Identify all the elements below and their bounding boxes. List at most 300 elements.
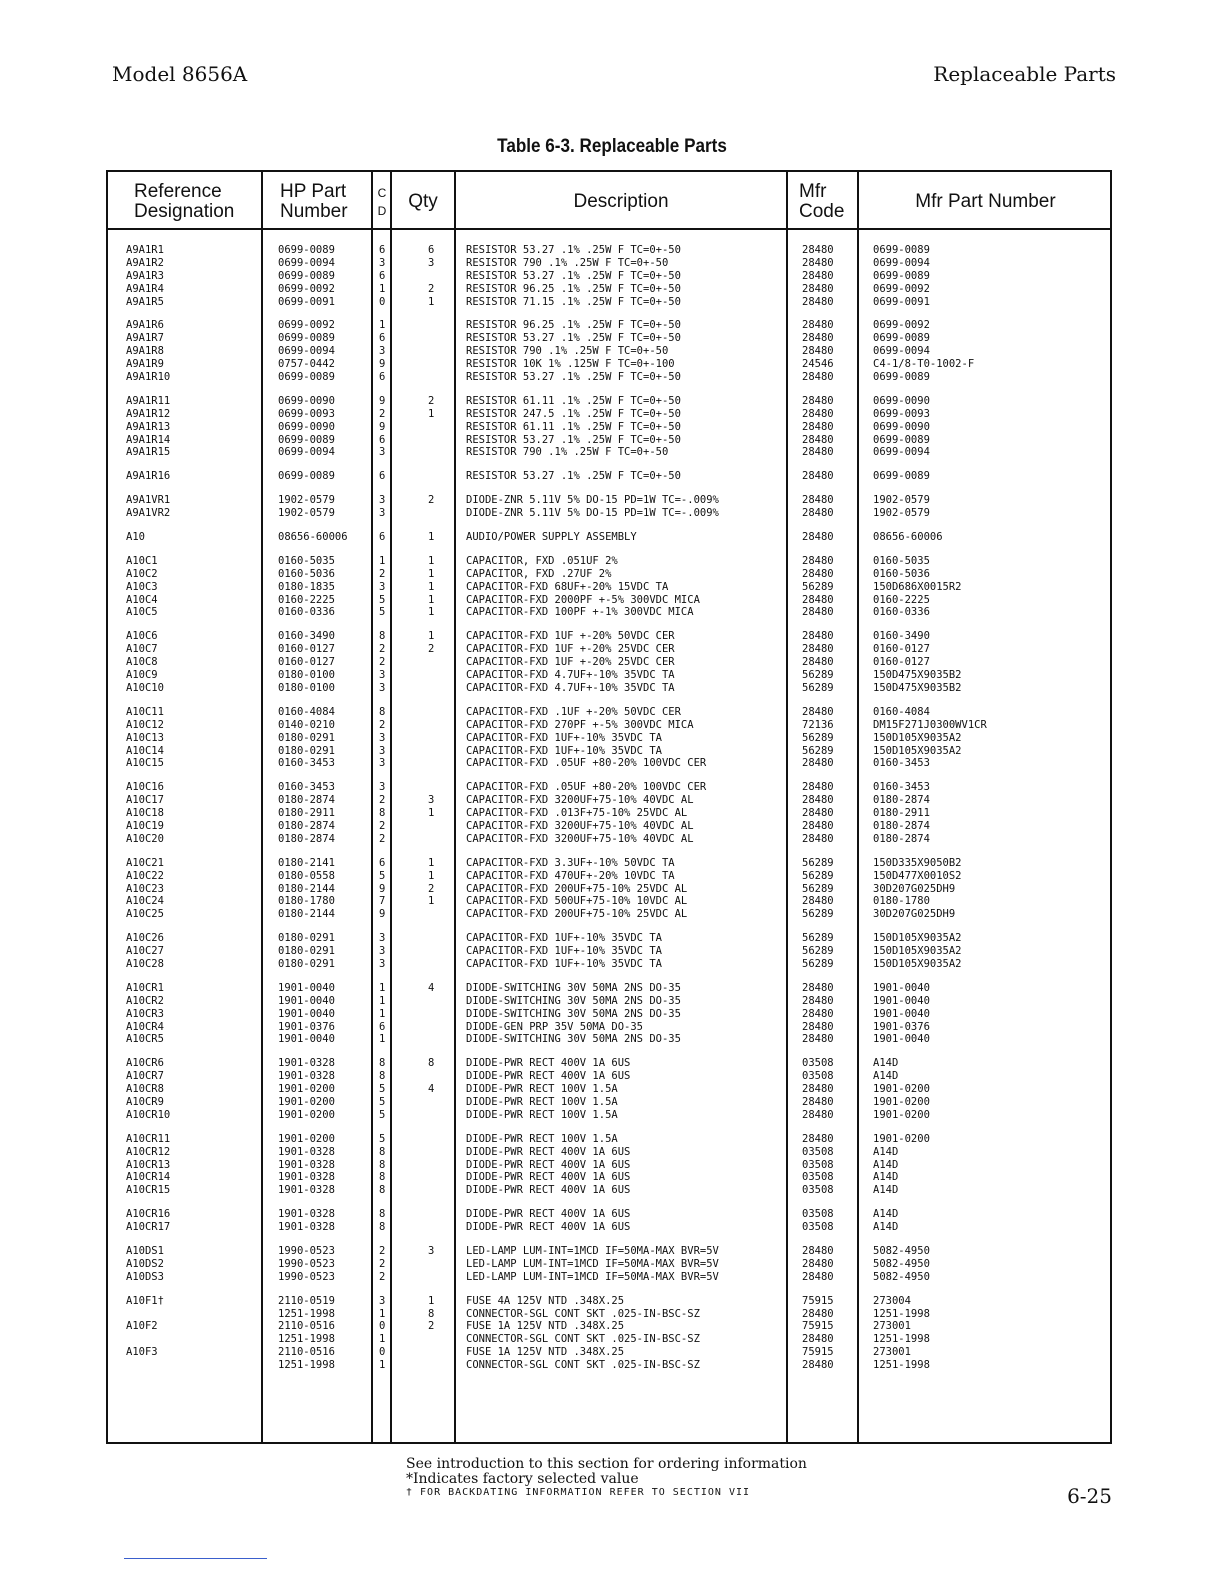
cell-ref-designation: A10C26 (126, 932, 164, 945)
cell-description: CAPACITOR-FXD 1UF +-20% 25VDC CER (466, 643, 675, 656)
cell-hp-part-number: 0160-3490 (278, 630, 335, 643)
col-header-mfr-code (799, 178, 844, 226)
cell-cd: 3 (379, 580, 386, 593)
cell-hp-part-number: 0699-0093 (278, 407, 335, 420)
cell-mfr-part-number: 0180-2874 (873, 794, 930, 807)
cell-ref-designation: A10CR5 (126, 1033, 164, 1046)
cell-description: CAPACITOR-FXD 270PF +-5% 300VDC MICA (466, 718, 694, 731)
cell-mfr-code: 28480 (802, 832, 834, 845)
table-row (108, 945, 1110, 958)
cell-ref-designation: A9A1R11 (126, 394, 171, 407)
cell-cd: 3 (379, 757, 386, 770)
table-row (108, 594, 1110, 607)
table-row (108, 857, 1110, 870)
cell-cd: 6 (379, 856, 386, 869)
cell-mfr-code: 28480 (802, 256, 834, 269)
cell-mfr-part-number: 5082-4950 (873, 1245, 930, 1257)
cell-mfr-code: 28480 (802, 295, 834, 308)
table-row (108, 1008, 1110, 1021)
cell-ref-designation: A10CR15 (126, 1184, 171, 1197)
cell-cd: 2 (379, 718, 386, 731)
table-row (108, 434, 1110, 447)
cell-cd: 1 (379, 994, 386, 1007)
cell-hp-part-number: 0180-2141 (278, 856, 335, 869)
cell-mfr-code: 28480 (802, 705, 834, 718)
cell-mfr-part-number: 273001 (873, 1320, 911, 1333)
cell-mfr-code: 28480 (802, 794, 834, 807)
cell-cd: 6 (379, 470, 386, 483)
cell-ref-designation: A10 (126, 531, 145, 544)
cell-mfr-part-number: 0699-0089 (873, 433, 930, 446)
cell-description: DIODE-ZNR 5.11V 5% DO-15 PD=1W TC=-.009% (466, 494, 719, 507)
cell-description: CAPACITOR-FXD .013F+75-10% 25VDC AL (466, 807, 688, 820)
cell-cd: 5 (379, 606, 386, 619)
cell-cd: 3 (379, 446, 386, 459)
cell-hp-part-number: 0180-2874 (278, 819, 335, 832)
cell-cd: 3 (379, 744, 386, 757)
cell-cd: 3 (379, 494, 386, 507)
cell-mfr-part-number: 0699-0092 (873, 319, 930, 332)
cell-mfr-code: 28480 (802, 807, 834, 820)
footer-backdating-note: † FOR BACKDATING INFORMATION REFER TO SECTION VII (406, 1487, 751, 1498)
cell-mfr-code: 28480 (802, 407, 834, 420)
cell-description: CAPACITOR-FXD 1UF +-20% 50VDC CER (466, 630, 675, 643)
table-row (108, 358, 1110, 371)
cell-mfr-code: 28480 (802, 994, 834, 1007)
cell-cd: 1 (379, 1359, 386, 1372)
cell-cd: 6 (379, 531, 386, 544)
cell-ref-designation: A9A1VR1 (126, 494, 171, 507)
cell-cd: 1 (379, 282, 386, 295)
cell-hp-part-number: 1251-1998 (278, 1307, 335, 1320)
cell-qty: 8 (428, 1057, 435, 1070)
table-row (108, 682, 1110, 695)
cell-cd: 2 (379, 656, 386, 669)
table-row (108, 319, 1110, 332)
cell-ref-designation: A10CR11 (126, 1132, 171, 1145)
table-row (108, 1346, 1110, 1359)
table-row (108, 332, 1110, 345)
cell-ref-designation: A9A1R15 (126, 446, 171, 459)
table-row (108, 470, 1110, 483)
cell-cd: 8 (379, 705, 386, 718)
cell-mfr-code: 28480 (802, 1245, 834, 1257)
cell-hp-part-number: 1901-0328 (278, 1208, 335, 1221)
cell-hp-part-number: 0699-0092 (278, 282, 335, 295)
cell-qty: 4 (428, 981, 435, 994)
cell-description: CAPACITOR-FXD 200UF+75-10% 25VDC AL (466, 908, 688, 921)
cell-qty: 1 (428, 895, 435, 908)
cell-cd: 1 (379, 1033, 386, 1046)
cell-description: RESISTOR 53.27 .1% .25W F TC=0+-50 (466, 332, 681, 345)
table-title: Table 6-3. Replaceable Parts (497, 136, 727, 157)
cell-description: RESISTOR 790 .1% .25W F TC=0+-50 (466, 345, 669, 358)
cell-mfr-code: 28480 (802, 1033, 834, 1046)
cell-mfr-code: 28480 (802, 507, 834, 520)
cell-ref-designation: A10F2 (126, 1320, 158, 1333)
cell-description: DIODE-GEN PRP 35V 50MA DO-35 (466, 1020, 644, 1033)
cell-mfr-code: 28480 (802, 1307, 834, 1320)
cell-cd: 6 (379, 1020, 386, 1033)
cell-ref-designation: A10CR17 (126, 1221, 171, 1234)
table-row (108, 1109, 1110, 1122)
table-row (108, 1258, 1110, 1271)
cell-hp-part-number: 0160-0336 (278, 606, 335, 619)
cell-mfr-part-number: 0160-0127 (873, 656, 930, 669)
cell-mfr-code: 75915 (802, 1320, 834, 1333)
cell-description: LED-LAMP LUM-INT=1MCD IF=50MA-MAX BVR=5V (466, 1270, 719, 1283)
cell-cd: 3 (379, 781, 386, 794)
cell-cd: 0 (379, 1320, 386, 1333)
cell-mfr-code: 56289 (802, 731, 834, 744)
cell-mfr-part-number: 1902-0579 (873, 507, 930, 520)
table-row (108, 732, 1110, 745)
cell-description: CAPACITOR-FXD 1UF +-20% 25VDC CER (466, 656, 675, 669)
cell-cd: 1 (379, 1307, 386, 1320)
table-row (108, 1271, 1110, 1284)
table-row (108, 1308, 1110, 1321)
cell-description: RESISTOR 53.27 .1% .25W F TC=0+-50 (466, 470, 681, 483)
cell-mfr-part-number: 0699-0089 (873, 269, 930, 282)
cell-qty: 2 (428, 643, 435, 656)
cell-description: RESISTOR 53.27 .1% .25W F TC=0+-50 (466, 433, 681, 446)
cell-mfr-code: 03508 (802, 1171, 834, 1184)
cell-mfr-part-number: 0160-0127 (873, 643, 930, 656)
cell-cd: 8 (379, 1070, 386, 1083)
cell-hp-part-number: 1990-0523 (278, 1245, 335, 1257)
cell-mfr-code: 28480 (802, 394, 834, 407)
cell-ref-designation: A10F1† (126, 1294, 164, 1307)
cell-cd: 8 (379, 807, 386, 820)
cell-ref-designation: A10C7 (126, 643, 158, 656)
cell-description: CONNECTOR-SGL CONT SKT .025-IN-BSC-SZ (466, 1307, 700, 1320)
table-row (108, 1033, 1110, 1046)
cell-description: CAPACITOR-FXD 3.3UF+-10% 50VDC TA (466, 856, 675, 869)
table-row (108, 283, 1110, 296)
cell-mfr-part-number: 150D477X0010S2 (873, 869, 962, 882)
cell-ref-designation: A10C15 (126, 757, 164, 770)
cell-cd: 3 (379, 256, 386, 269)
cell-mfr-part-number: 150D105X9035A2 (873, 945, 962, 958)
cell-mfr-part-number: 0160-3490 (873, 630, 930, 643)
cell-mfr-part-number: 0160-5035 (873, 554, 930, 567)
col-header-mpn-label: Mfr Part Number (915, 191, 1056, 212)
cell-mfr-part-number: 08656-60006 (873, 531, 943, 544)
cell-ref-designation: A10C19 (126, 819, 164, 832)
table-row (108, 494, 1110, 507)
cell-ref-designation: A10C18 (126, 807, 164, 820)
table-row (108, 1184, 1110, 1197)
cell-mfr-part-number: 1901-0040 (873, 981, 930, 994)
cell-hp-part-number: 1990-0523 (278, 1270, 335, 1283)
cell-mfr-part-number: 150D105X9035A2 (873, 731, 962, 744)
cell-ref-designation: A10C12 (126, 718, 164, 731)
cell-cd: 3 (379, 957, 386, 970)
cell-cd: 2 (379, 407, 386, 420)
cell-ref-designation: A9A1R10 (126, 371, 171, 384)
cell-cd: 1 (379, 981, 386, 994)
cell-description: CAPACITOR-FXD 3200UF+75-10% 40VDC AL (466, 819, 694, 832)
cell-mfr-part-number: 0699-0089 (873, 371, 930, 384)
cell-hp-part-number: 0180-2874 (278, 832, 335, 845)
cell-mfr-code: 56289 (802, 869, 834, 882)
table-row (108, 630, 1110, 643)
cell-hp-part-number: 1901-0200 (278, 1095, 335, 1108)
cell-mfr-code: 28480 (802, 1333, 834, 1346)
cell-description: DIODE-SWITCHING 30V 50MA 2NS DO-35 (466, 981, 681, 994)
cell-qty: 3 (428, 256, 435, 269)
cell-cd: 3 (379, 507, 386, 520)
cell-description: CAPACITOR-FXD 3200UF+75-10% 40VDC AL (466, 832, 694, 845)
cell-mfr-code: 56289 (802, 957, 834, 970)
cell-ref-designation: A10CR10 (126, 1108, 171, 1121)
table-row (108, 581, 1110, 594)
cell-ref-designation: A10C2 (126, 567, 158, 580)
cell-mfr-part-number: 1901-0040 (873, 1007, 930, 1020)
cell-hp-part-number: 1251-1998 (278, 1333, 335, 1346)
cell-description: RESISTOR 790 .1% .25W F TC=0+-50 (466, 446, 669, 459)
cell-description: CAPACITOR-FXD .1UF +-20% 50VDC CER (466, 705, 681, 718)
table-row (108, 1021, 1110, 1034)
cell-cd: 3 (379, 669, 386, 682)
cell-mfr-code: 28480 (802, 1359, 834, 1372)
cell-hp-part-number: 0699-0092 (278, 319, 335, 332)
cell-hp-part-number: 1901-0040 (278, 1007, 335, 1020)
cell-mfr-part-number: 0699-0089 (873, 332, 930, 345)
cell-mfr-code: 03508 (802, 1070, 834, 1083)
cell-mfr-code: 28480 (802, 567, 834, 580)
cell-mfr-code: 56289 (802, 908, 834, 921)
cell-qty: 1 (428, 856, 435, 869)
cell-ref-designation: A10C5 (126, 606, 158, 619)
cell-ref-designation: A10C14 (126, 744, 164, 757)
cell-mfr-part-number: 150D105X9035A2 (873, 932, 962, 945)
cell-ref-designation: A10CR2 (126, 994, 164, 1007)
cell-hp-part-number: 1901-0328 (278, 1158, 335, 1171)
cell-hp-part-number: 0180-0291 (278, 957, 335, 970)
cell-hp-part-number: 1901-0040 (278, 994, 335, 1007)
table-row (108, 820, 1110, 833)
cell-cd: 2 (379, 819, 386, 832)
cell-description: CAPACITOR-FXD 68UF+-20% 15VDC TA (466, 580, 669, 593)
cell-hp-part-number: 1901-0328 (278, 1171, 335, 1184)
table-row (108, 1320, 1110, 1333)
cell-mfr-code: 03508 (802, 1208, 834, 1221)
table-row (108, 1333, 1110, 1346)
cell-ref-designation: A10C11 (126, 705, 164, 718)
cell-hp-part-number: 2110-0516 (278, 1346, 335, 1359)
cell-ref-designation: A9A1R2 (126, 256, 164, 269)
cell-qty: 8 (428, 1307, 435, 1320)
table-row (108, 895, 1110, 908)
cell-description: CAPACITOR-FXD 4.7UF+-10% 35VDC TA (466, 681, 675, 694)
cell-mfr-code: 75915 (802, 1346, 834, 1359)
cell-hp-part-number: 1901-0200 (278, 1108, 335, 1121)
cell-mfr-code: 28480 (802, 819, 834, 832)
cell-mfr-code: 28480 (802, 1007, 834, 1020)
cell-ref-designation: A9A1R4 (126, 282, 164, 295)
cell-mfr-code: 56289 (802, 669, 834, 682)
cell-ref-designation: A9A1R13 (126, 420, 171, 433)
cell-mfr-code: 03508 (802, 1158, 834, 1171)
table-row (108, 531, 1110, 544)
col-header-qty (392, 178, 454, 226)
cell-mfr-part-number: 150D105X9035A2 (873, 957, 962, 970)
cell-cd: 5 (379, 869, 386, 882)
cell-description: DIODE-ZNR 5.11V 5% DO-15 PD=1W TC=-.009% (466, 507, 719, 520)
cell-mfr-part-number: 150D105X9035A2 (873, 744, 962, 757)
cell-hp-part-number: 0160-5035 (278, 554, 335, 567)
cell-description: DIODE-PWR RECT 400V 1A 6US (466, 1145, 631, 1158)
table-row (108, 568, 1110, 581)
cell-description: RESISTOR 53.27 .1% .25W F TC=0+-50 (466, 371, 681, 384)
footer-factory-note: *Indicates factory selected value (406, 1471, 639, 1487)
cell-mfr-code: 28480 (802, 345, 834, 358)
col-header-description (456, 178, 786, 226)
cell-hp-part-number: 1901-0328 (278, 1221, 335, 1234)
cell-description: DIODE-SWITCHING 30V 50MA 2NS DO-35 (466, 1007, 681, 1020)
cell-hp-part-number: 1251-1998 (278, 1359, 335, 1372)
table-row (108, 395, 1110, 408)
cell-description: DIODE-PWR RECT 100V 1.5A (466, 1108, 618, 1121)
cell-description: DIODE-PWR RECT 400V 1A 6US (466, 1221, 631, 1234)
cell-mfr-code: 56289 (802, 932, 834, 945)
cell-mfr-part-number: C4-1/8-T0-1002-F (873, 358, 975, 371)
cell-mfr-code: 56289 (802, 856, 834, 869)
table-row (108, 807, 1110, 820)
cell-cd: 5 (379, 1083, 386, 1096)
cell-qty: 1 (428, 606, 435, 619)
cell-description: CAPACITOR-FXD 2000PF +-5% 300VDC MICA (466, 593, 700, 606)
col-header-mfr-line1: Mfr (799, 181, 827, 202)
cell-hp-part-number: 08656-60006 (278, 531, 348, 544)
cell-mfr-part-number: A14D (873, 1208, 899, 1221)
cell-mfr-part-number: A14D (873, 1070, 899, 1083)
cell-ref-designation: A10C16 (126, 781, 164, 794)
cell-mfr-part-number: 150D475X9035B2 (873, 681, 962, 694)
cell-hp-part-number: 0180-2144 (278, 908, 335, 921)
cell-hp-part-number: 0160-5036 (278, 567, 335, 580)
cell-mfr-part-number: 1902-0579 (873, 494, 930, 507)
cell-mfr-code: 28480 (802, 1132, 834, 1145)
table-row (108, 1159, 1110, 1172)
cell-ref-designation: A10CR14 (126, 1171, 171, 1184)
cell-mfr-part-number: 1901-0040 (873, 1033, 930, 1046)
parts-table (106, 170, 1112, 1444)
cell-cd: 8 (379, 1208, 386, 1221)
cell-mfr-part-number: 0160-3453 (873, 757, 930, 770)
bottom-rule (124, 1558, 267, 1559)
cell-cd: 5 (379, 1108, 386, 1121)
cell-mfr-code: 28480 (802, 371, 834, 384)
cell-cd: 3 (379, 1294, 386, 1307)
cell-hp-part-number: 1901-0328 (278, 1184, 335, 1197)
table-row (108, 757, 1110, 770)
cell-description: DIODE-PWR RECT 100V 1.5A (466, 1095, 618, 1108)
col-header-description-label: Description (573, 191, 669, 212)
cell-ref-designation: A10DS2 (126, 1257, 164, 1270)
cell-ref-designation: A10C3 (126, 580, 158, 593)
cell-ref-designation: A10C4 (126, 593, 158, 606)
cell-description: RESISTOR 10K 1% .125W F TC=0+-100 (466, 358, 675, 371)
cell-mfr-part-number: 0699-0090 (873, 394, 930, 407)
cell-hp-part-number: 1901-0040 (278, 1033, 335, 1046)
cell-mfr-code: 28480 (802, 757, 834, 770)
cell-mfr-part-number: 150D686X0015R2 (873, 580, 962, 593)
cell-ref-designation: A9A1R14 (126, 433, 171, 446)
cell-hp-part-number: 1902-0579 (278, 507, 335, 520)
cell-ref-designation: A9A1R3 (126, 269, 164, 282)
cell-description: DIODE-PWR RECT 400V 1A 6US (466, 1070, 631, 1083)
cell-description: CAPACITOR-FXD .05UF +80-20% 100VDC CER (466, 757, 707, 770)
cell-cd: 3 (379, 345, 386, 358)
cell-mfr-part-number: A14D (873, 1145, 899, 1158)
table-row (108, 1070, 1110, 1083)
cell-mfr-code: 28480 (802, 470, 834, 483)
cell-mfr-part-number: A14D (873, 1184, 899, 1197)
cell-cd: 1 (379, 554, 386, 567)
cell-hp-part-number: 0699-0094 (278, 256, 335, 269)
cell-description: DIODE-PWR RECT 400V 1A 6US (466, 1184, 631, 1197)
cell-mfr-code: 56289 (802, 681, 834, 694)
table-row (108, 507, 1110, 520)
cell-hp-part-number: 0699-0089 (278, 269, 335, 282)
cell-mfr-part-number: 0699-0089 (873, 470, 930, 483)
cell-ref-designation: A10CR4 (126, 1020, 164, 1033)
cell-qty: 1 (428, 630, 435, 643)
cell-mfr-part-number: 0180-1780 (873, 895, 930, 908)
table-row (108, 1096, 1110, 1109)
cell-hp-part-number: 0180-1835 (278, 580, 335, 593)
cell-description: RESISTOR 247.5 .1% .25W F TC=0+-50 (466, 407, 681, 420)
cell-mfr-code: 28480 (802, 1270, 834, 1283)
cell-mfr-code: 28480 (802, 531, 834, 544)
cell-cd: 3 (379, 681, 386, 694)
cell-hp-part-number: 2110-0519 (278, 1294, 335, 1307)
table-row (108, 833, 1110, 846)
cell-description: CAPACITOR-FXD 1UF+-10% 35VDC TA (466, 744, 662, 757)
cell-cd: 8 (379, 1184, 386, 1197)
cell-description: LED-LAMP LUM-INT=1MCD IF=50MA-MAX BVR=5V (466, 1245, 719, 1257)
cell-mfr-code: 28480 (802, 244, 834, 256)
cell-mfr-code: 03508 (802, 1057, 834, 1070)
cell-ref-designation: A10C13 (126, 731, 164, 744)
cell-mfr-part-number: 1901-0040 (873, 994, 930, 1007)
cell-hp-part-number: 0699-0091 (278, 295, 335, 308)
cell-cd: 8 (379, 1057, 386, 1070)
table-row (108, 1083, 1110, 1096)
cell-cd: 6 (379, 269, 386, 282)
cell-mfr-part-number: 0699-0093 (873, 407, 930, 420)
cell-hp-part-number: 1901-0328 (278, 1145, 335, 1158)
cell-cd: 8 (379, 1171, 386, 1184)
cell-mfr-part-number: 0699-0094 (873, 446, 930, 459)
cell-description: RESISTOR 96.25 .1% .25W F TC=0+-50 (466, 282, 681, 295)
cell-mfr-code: 28480 (802, 1020, 834, 1033)
cell-cd: 1 (379, 1333, 386, 1346)
cell-mfr-part-number: 1901-0200 (873, 1095, 930, 1108)
table-row (108, 1245, 1110, 1258)
cell-mfr-code: 28480 (802, 420, 834, 433)
cell-hp-part-number: 0180-1780 (278, 895, 335, 908)
cell-ref-designation: A10C23 (126, 882, 164, 895)
cell-description: RESISTOR 53.27 .1% .25W F TC=0+-50 (466, 269, 681, 282)
cell-mfr-code: 28480 (802, 895, 834, 908)
cell-description: DIODE-PWR RECT 400V 1A 6US (466, 1158, 631, 1171)
col-header-reference (134, 178, 234, 226)
cell-ref-designation: A10C9 (126, 669, 158, 682)
cell-cd: 9 (379, 908, 386, 921)
